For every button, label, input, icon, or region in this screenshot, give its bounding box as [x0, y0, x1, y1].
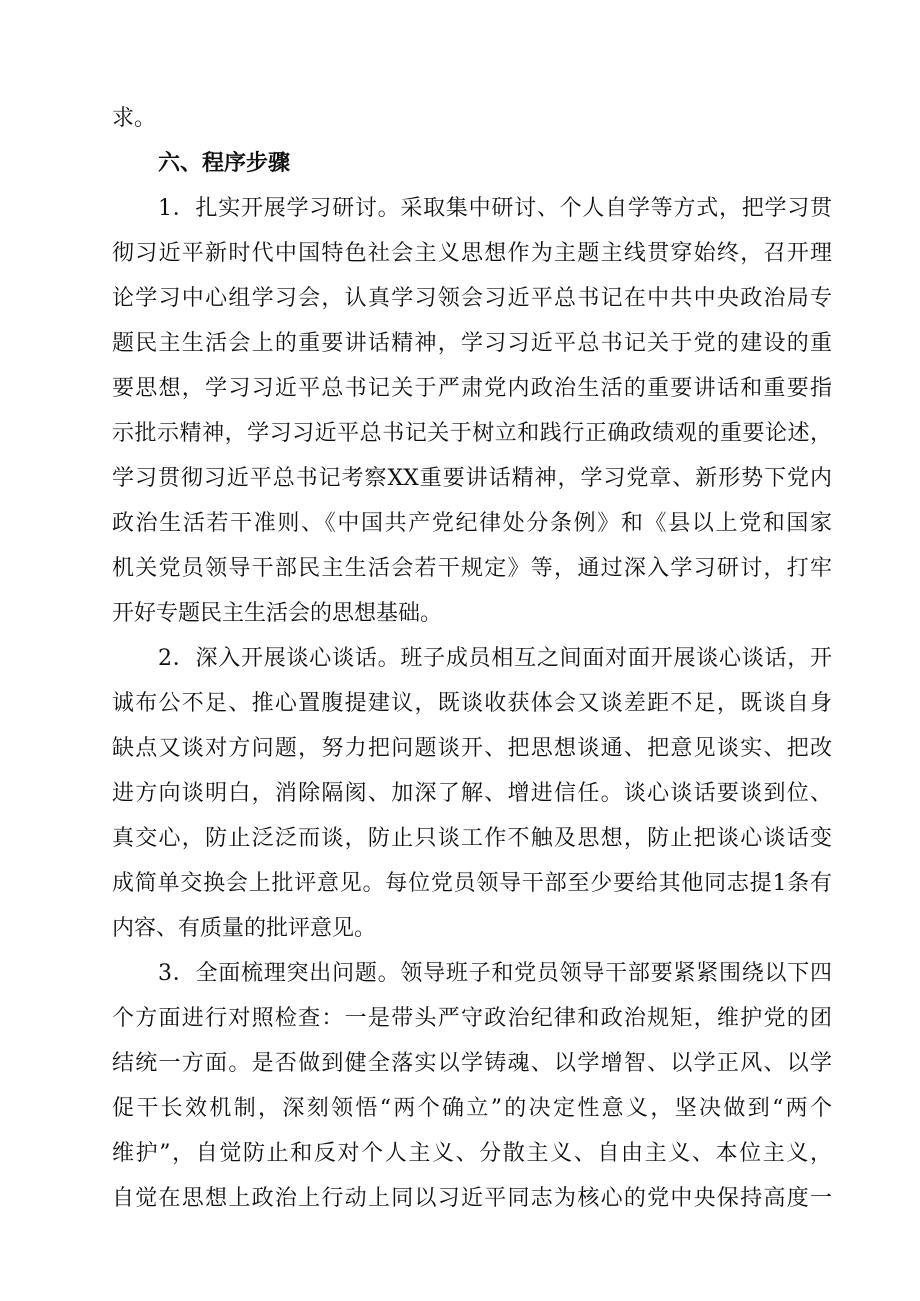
text-line: 开好专题民主生活会的思想基础。: [112, 601, 443, 626]
text-line: 求。: [112, 106, 157, 131]
text-line: 成简单交换会上批评意见。每位党员领导干部至少要给其他同志提1条有: [112, 871, 832, 896]
section-heading: 六、程序步骤: [158, 151, 291, 176]
text-line: 促干长效机制，深刻领悟“两个确立”的决定性意义，坚决做到“两个: [112, 1096, 832, 1121]
text-line: 缺点又谈对方问题，努力把问题谈开、把思想谈通、把意见谈实、把改: [112, 736, 832, 761]
text-line: 要思想，学习习近平总书记关于严肃党内政治生活的重要讲话和重要指: [112, 376, 832, 401]
text-line: 维护”，自觉防止和反对个人主义、分散主义、自由主义、本位主义，: [112, 1141, 832, 1166]
text-line: 学习贯彻习近平总书记考察XX重要讲话精神，学习党章、新形势下党内: [112, 466, 832, 491]
text-line: 诚布公不足、推心置腹提建议，既谈收获体会又谈差距不足，既谈自身: [112, 691, 832, 716]
text-line: 题民主生活会上的重要讲话精神，学习习近平总书记关于党的建设的重: [112, 331, 832, 356]
text-line: 个方面进行对照检查：一是带头严守政治纪律和政治规矩，维护党的团: [112, 1006, 832, 1031]
text-line: 进方向谈明白，消除隔阂、加深了解、增进信任。谈心谈话要谈到位、: [112, 781, 832, 806]
text-line: 3．全面梳理突出问题。领导班子和党员领导干部要紧紧围绕以下四: [158, 961, 832, 986]
text-line: 彻习近平新时代中国特色社会主义思想作为主题主线贯穿始终，召开理: [112, 241, 832, 266]
text-line: 真交心，防止泛泛而谈，防止只谈工作不触及思想，防止把谈心谈话变: [112, 826, 832, 851]
text-line: 示批示精神，学习习近平总书记关于树立和践行正确政绩观的重要论述，: [112, 421, 832, 446]
text-line: 论学习中心组学习会，认真学习领会习近平总书记在中共中央政治局专: [112, 286, 832, 311]
text-line: 自觉在思想上政治上行动上同以习近平同志为核心的党中央保持高度一: [112, 1186, 832, 1211]
text-line: 机关党员领导干部民主生活会若干规定》等，通过深入学习研讨，打牢: [112, 556, 832, 581]
text-line: 政治生活若干准则、《中国共产党纪律处分条例》和《县以上党和国家: [112, 511, 832, 536]
text-line: 2．深入开展谈心谈话。班子成员相互之间面对面开展谈心谈话，开: [158, 646, 832, 671]
text-line: 内容、有质量的批评意见。: [112, 916, 377, 941]
text-line: 1．扎实开展学习研讨。采取集中研讨、个人自学等方式，把学习贯: [158, 196, 832, 221]
text-line: 结统一方面。是否做到健全落实以学铸魂、以学增智、以学正风、以学: [112, 1051, 832, 1076]
